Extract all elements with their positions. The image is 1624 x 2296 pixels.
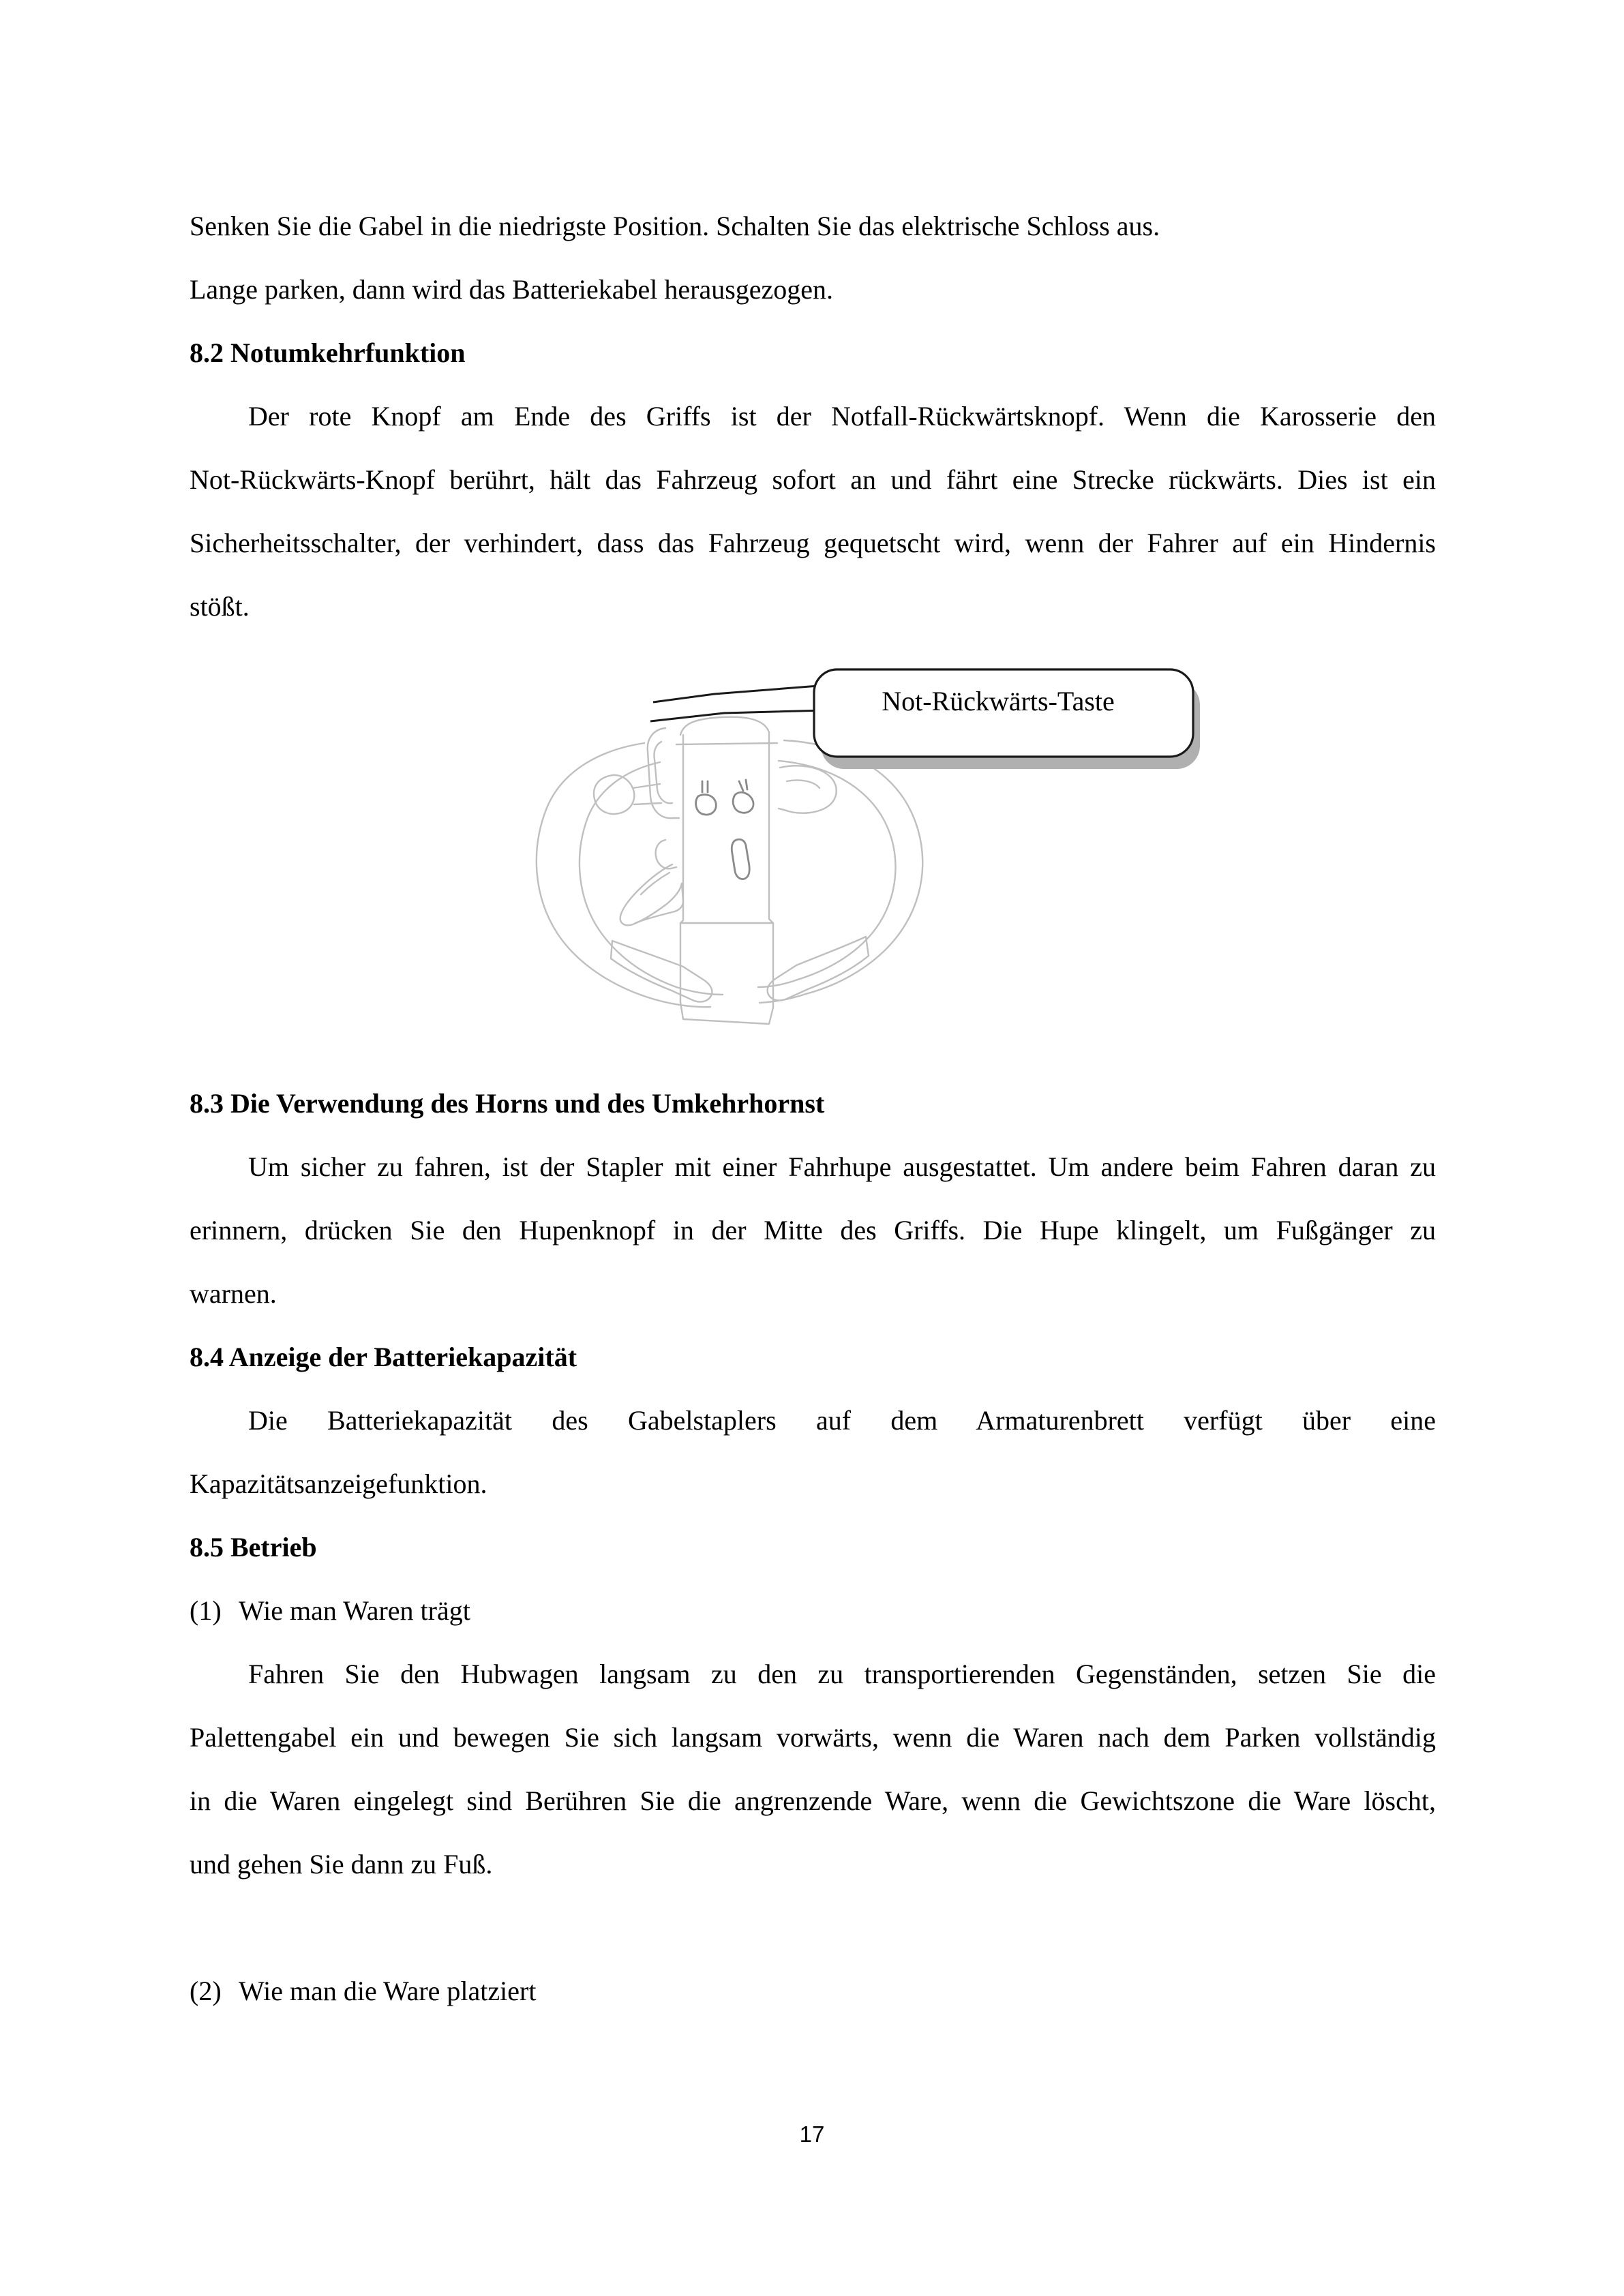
section-8-3-line-1: Um sicher zu fahren, ist der Stapler mit einer Fahrhupe ausgestattet. Um andere beim Fahren daran zu <box>248 1151 1436 1182</box>
list-item-1-body-line-3: in die Waren eingelegt sind Berühren Sie die angrenzende Ware, wenn die Gewichtszone die Ware löscht, <box>190 1785 1436 1816</box>
callout-label: Not-Rückwärts-Taste <box>882 686 1115 716</box>
section-heading-8-2: 8.2 Notumkehrfunktion <box>190 337 466 368</box>
page-number: 17 <box>799 2121 825 2147</box>
section-8-3-line-3: warnen. <box>190 1278 277 1309</box>
list-item-1-body-line-2: Palettengabel ein und bewegen Sie sich langsam vorwärts, wenn die Waren nach dem Parken vollständig <box>190 1722 1436 1753</box>
list-item-2-number: (2) <box>190 1976 222 2006</box>
intro-line-1: Senken Sie die Gabel in die niedrigste Position. Schalten Sie das elektrische Schloss aus. <box>190 211 1160 241</box>
section-heading-8-5: 8.5 Betrieb <box>190 1532 317 1562</box>
section-8-4-line-2: Kapazitätsanzeigefunktion. <box>190 1468 487 1499</box>
list-item-1-number: (1) <box>190 1595 222 1626</box>
list-item-1-body-line-1: Fahren Sie den Hubwagen langsam zu den zu transportierenden Gegenständen, setzen Sie die <box>248 1659 1436 1689</box>
section-8-2-line-1: Der rote Knopf am Ende des Griffs ist der Notfall-Rückwärtsknopf. Wenn die Karosserie den <box>248 401 1436 432</box>
list-item-2-label: Wie man die Ware platziert <box>239 1976 537 2006</box>
section-8-3-line-2: erinnern, drücken Sie den Hupenknopf in der Mitte des Griffs. Die Hupe klingelt, um Fußgänger zu <box>190 1215 1436 1245</box>
list-item-1 <box>190 1579 1436 1642</box>
section-heading-8-4: 8.4 Anzeige der Batteriekapazität <box>190 1342 577 1372</box>
list-item-1-body-line-4: und gehen Sie dann zu Fuß. <box>190 1849 493 1879</box>
intro-line-2: Lange parken, dann wird das Batteriekabel herausgezogen. <box>190 274 834 305</box>
section-8-4-line-1: Die Batteriekapazität des Gabelstaplers auf dem Armaturenbrett verfügt über eine <box>248 1405 1436 1436</box>
list-item-2 <box>190 1959 1436 2023</box>
section-8-2-line-3: Sicherheitsschalter, der verhindert, dass das Fahrzeug gequetscht wird, wenn der Fahrer auf ein Hindernis <box>190 528 1436 558</box>
section-heading-8-3: 8.3 Die Verwendung des Horns und des Umkehrhornst <box>190 1088 825 1119</box>
section-8-2-line-4: stößt. <box>190 591 250 622</box>
list-item-1-label: Wie man Waren trägt <box>239 1595 470 1626</box>
section-8-2-line-2: Not-Rückwärts-Knopf berührt, hält das Fahrzeug sofort an und fährt eine Strecke rückwärts. Dies ist ein <box>190 464 1436 495</box>
